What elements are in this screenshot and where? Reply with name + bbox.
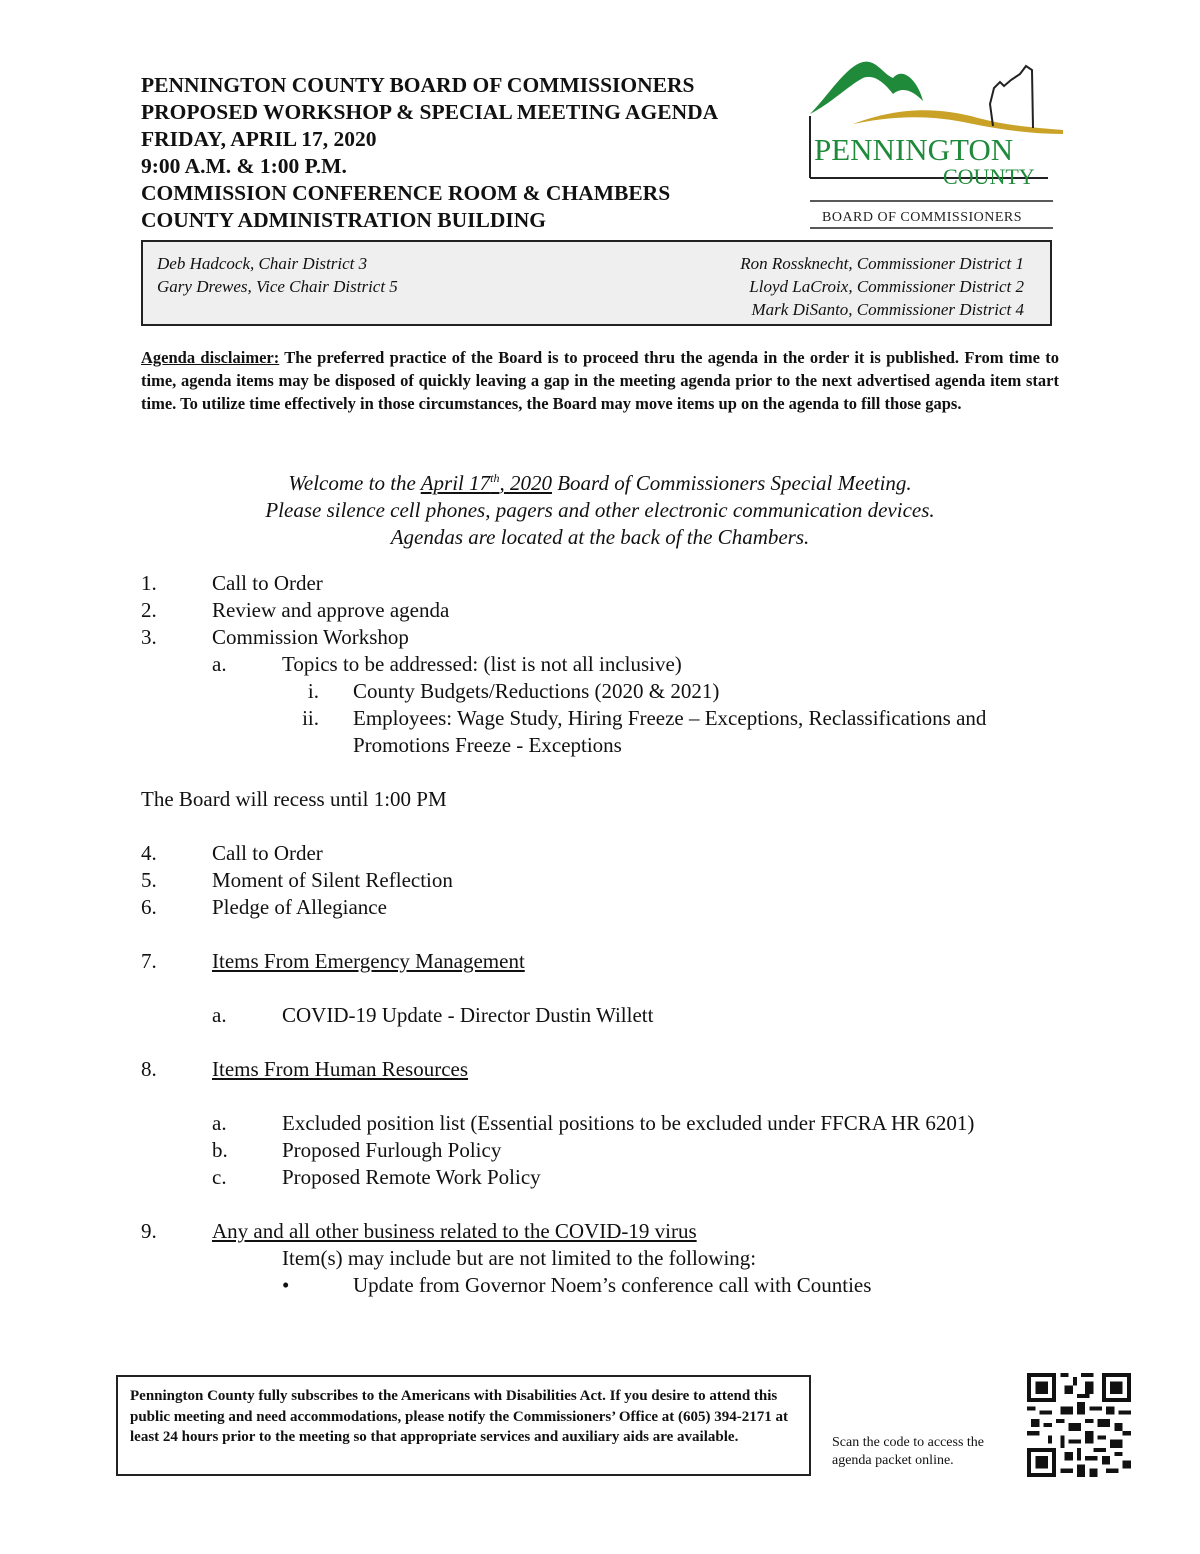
agenda-item: 2. Review and approve agenda [141, 598, 450, 622]
scan-instructions: Scan the code to access the agenda packet online. [832, 1435, 984, 1468]
header-line: COMMISSION CONFERENCE ROOM & CHAMBERS [141, 181, 671, 205]
header-line: 9:00 A.M. & 1:00 P.M. [141, 154, 347, 178]
agenda-note: Item(s) may include but are not limited to the following: [282, 1246, 757, 1270]
bullet-icon: • [282, 1273, 290, 1297]
disclaimer-text: The preferred practice of the Board is to proceed thru the agenda in the order it is published. From time to time, agenda items may be disposed of quickly leaving a gap in the meeting agenda prior to the next advertised agenda item start time. To utilize time effectively in those circumstances, the Board may move items up on the agenda to fill those gaps. [141, 348, 1060, 413]
hills-gold-icon [853, 110, 1063, 134]
header-line: FRIDAY, APRIL 17, 2020 [141, 127, 377, 151]
agenda-bullet: • Update from Governor Noem’s conference call with Counties [282, 1273, 872, 1297]
member-name: Deb Hadcock, Chair District 3 [157, 254, 368, 273]
header-line: PROPOSED WORKSHOP & SPECIAL MEETING AGENDA [141, 100, 719, 124]
agenda-subitem: b. Proposed Furlough Policy [212, 1138, 502, 1162]
meeting-date: April 17th, 2020 [420, 471, 552, 495]
commissioners-box [141, 240, 1052, 326]
logo-county: COUNTY [943, 164, 1035, 189]
logo-name: PENNINGTON [814, 132, 1014, 167]
disclaimer-label: Agenda disclaimer: [141, 348, 280, 367]
welcome-message [141, 465, 1059, 551]
welcome-line: Please silence cell phones, pagers and other electronic communication devices. [265, 498, 935, 522]
member-name: Lloyd LaCroix, Commissioner District 2 [749, 277, 1024, 296]
agenda-item: 7. Items From Emergency Management [141, 949, 525, 973]
welcome-post: Board of Commissioners Special Meeting. [551, 471, 912, 495]
ada-notice: Pennington County fully subscribes to the Americans with Disabilities Act. If you desire to attend this public meeting and need accommodations, please notify the Commissioners’ Office at (605) 394-2171 at least 24 hours prior to the meeting so that appropriate services and auxiliary aids are available. [116, 1375, 811, 1476]
logo-board: BOARD OF COMMISSIONERS [822, 210, 1023, 225]
agenda-item: 6. Pledge of Allegiance [141, 895, 387, 919]
agenda-item: 5. Moment of Silent Reflection [141, 868, 453, 892]
welcome-line: Agendas are located at the back of the Chambers. [390, 525, 810, 549]
agenda-item: 4. Call to Order [141, 841, 323, 865]
state-outline-icon [990, 66, 1033, 128]
welcome-pre: Welcome to the [288, 471, 421, 495]
agenda-list [141, 570, 1071, 1299]
agenda-subitem: a. COVID-19 Update - Director Dustin Willett [212, 1003, 654, 1027]
member-name: Gary Drewes, Vice Chair District 5 [157, 277, 398, 296]
agenda-item: 3. Commission Workshop [141, 625, 409, 649]
qr-code-icon[interactable] [1027, 1373, 1131, 1477]
agenda-disclaimer [141, 346, 1059, 415]
agenda-item: 1. Call to Order [141, 571, 323, 595]
agenda-item: 9. Any and all other business related to the COVID-19 virus [141, 1219, 697, 1243]
agenda-subitem: a. Topics to be addressed: (list is not all inclusive) [212, 652, 682, 676]
agenda-subsubitem: i. County Budgets/Reductions (2020 & 2021) [307, 679, 720, 703]
agenda-item: 8. Items From Human Resources [141, 1057, 469, 1081]
header-line: PENNINGTON COUNTY BOARD OF COMMISSIONERS [141, 73, 695, 97]
agenda-subitem: c. Proposed Remote Work Policy [212, 1165, 541, 1189]
recess-notice: The Board will recess until 1:00 PM [141, 787, 447, 811]
agenda-subitem: a. Excluded position list (Essential positions to be excluded under FFCRA HR 6201) [212, 1111, 975, 1135]
pennington-county-logo [808, 56, 1066, 230]
agenda-subsubitem: ii. Employees: Wage Study, Hiring Freeze – Exceptions, Reclassifications and Promotions Freeze - Exceptions [302, 706, 987, 757]
agenda-header [141, 72, 718, 234]
member-name: Mark DiSanto, Commissioner District 4 [751, 300, 1024, 319]
mountain-icon [810, 62, 923, 114]
member-name: Ron Rossknecht, Commissioner District 1 [740, 254, 1024, 273]
header-line: COUNTY ADMINISTRATION BUILDING [141, 208, 546, 232]
